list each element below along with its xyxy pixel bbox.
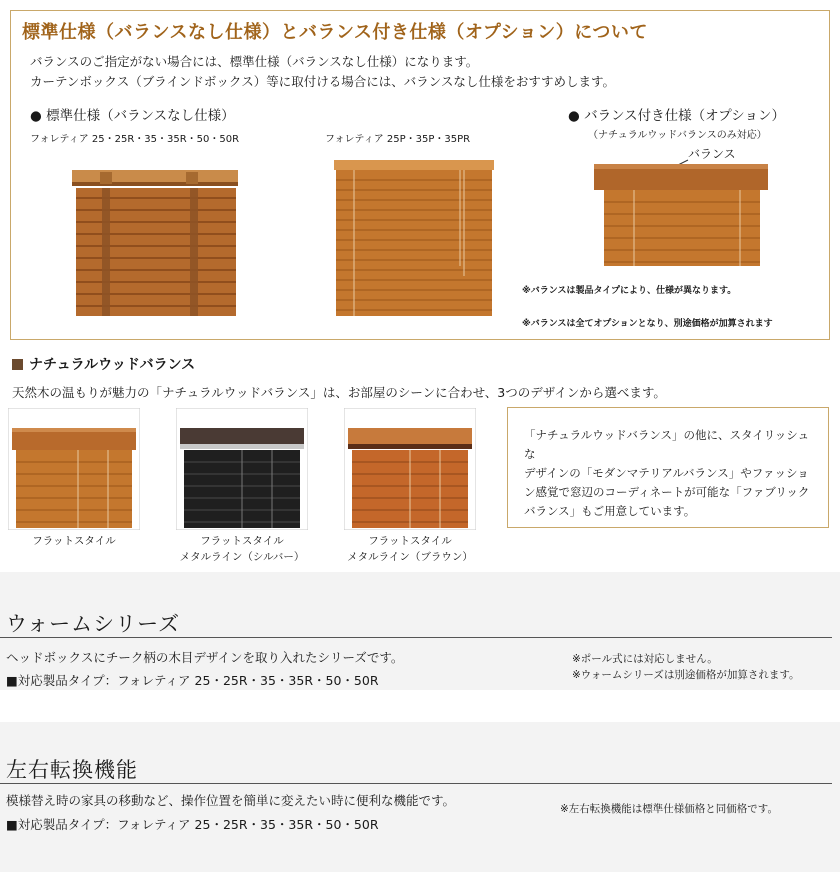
section2-title-text: ナチュラルウッドバランス: [29, 357, 196, 373]
section2-desc: 天然木の温もりが魅力の「ナチュラルウッドバランス」は、お部屋のシーンに合わせ、3つのデザインから選べます。: [12, 385, 666, 400]
warm-series-products: ■対応製品タイプ：フォレティア 25・25R・35・35R・50・50R: [6, 673, 379, 688]
valance-caption-2: [166, 533, 318, 565]
caption-line: メタルライン（ブラウン）: [347, 551, 473, 563]
reversible-title: 左右転換機能: [6, 758, 138, 782]
valance-brown-image: [344, 408, 476, 530]
warm-series-desc: ヘッドボックスにチーク柄の木目デザインを取り入れたシリーズです。: [6, 650, 404, 665]
valance-sub: （ナチュラルウッドバランスのみ対応）: [588, 130, 767, 141]
warm-series-title: ウォームシリーズ: [6, 612, 181, 636]
valance-silver-image: [176, 408, 308, 530]
caption-line: フラットスタイル: [368, 535, 452, 547]
divider: [0, 637, 832, 638]
valance-caption-3: [334, 533, 486, 565]
reversible-desc: 模様替え時の家具の移動など、操作位置を簡単に変えたい時に便利な機能です。: [6, 793, 456, 808]
valance-label: バランス: [688, 147, 736, 161]
reversible-products: ■対応製品タイプ：フォレティア 25・25R・35・35R・50・50R: [6, 817, 379, 832]
section1-line2: カーテンボックス（ブラインドボックス）等に取付ける場合には、バランスなし仕様をおすすめします。: [30, 74, 616, 89]
valance-caption-1: [8, 533, 140, 549]
blind-image-standard-a: [68, 166, 242, 318]
info-line: 「ナチュラルウッドバランス」の他に、スタイリッシュな: [524, 428, 810, 461]
standard-model-b: フォレティア 25P・35P・35PR: [325, 134, 471, 145]
info-line: デザインの「モダンマテリアルバランス」やファッショ: [524, 466, 809, 480]
valance-note-2: ※バランスは全てオプションとなり、別途価格が加算されます: [522, 319, 773, 329]
valance-heading: ● バランス付き仕様（オプション）: [568, 108, 785, 124]
reversible-note: ※左右転換機能は標準仕様価格と同価格です。: [560, 803, 778, 815]
valance-note-1: ※バランスは製品タイプにより、仕様が異なります。: [522, 286, 737, 296]
section-marker-icon: [12, 359, 23, 370]
info-line: ン感覚で窓辺のコーディネートが可能な「ファブリック: [524, 485, 810, 499]
caption-line: フラットスタイル: [32, 535, 116, 547]
standard-heading: ● 標準仕様（バランスなし仕様）: [30, 108, 235, 124]
valance-flat-image: [8, 408, 140, 530]
blind-image-valance: [590, 150, 772, 270]
section1-line1: バランスのご指定がない場合には、標準仕様（バランスなし仕様）になります。: [30, 54, 479, 69]
warm-series-note-2: ※ウォームシリーズは別途価格が加算されます。: [572, 669, 800, 681]
section1-title: 標準仕様（バランスなし仕様）とバランス付き仕様（オプション）について: [22, 22, 648, 43]
standard-model-a: フォレティア 25・25R・35・35R・50・50R: [30, 134, 240, 145]
other-valance-info-box: [507, 407, 829, 528]
divider: [0, 783, 832, 784]
blind-image-standard-b: [330, 156, 498, 318]
caption-line: メタルライン（シルバー）: [179, 551, 305, 563]
warm-series-note-1: ※ポール式には対応しません。: [572, 653, 718, 665]
info-line: バランス」もご用意しています。: [524, 504, 696, 518]
section2-title: [12, 354, 195, 374]
caption-line: フラットスタイル: [200, 535, 284, 547]
